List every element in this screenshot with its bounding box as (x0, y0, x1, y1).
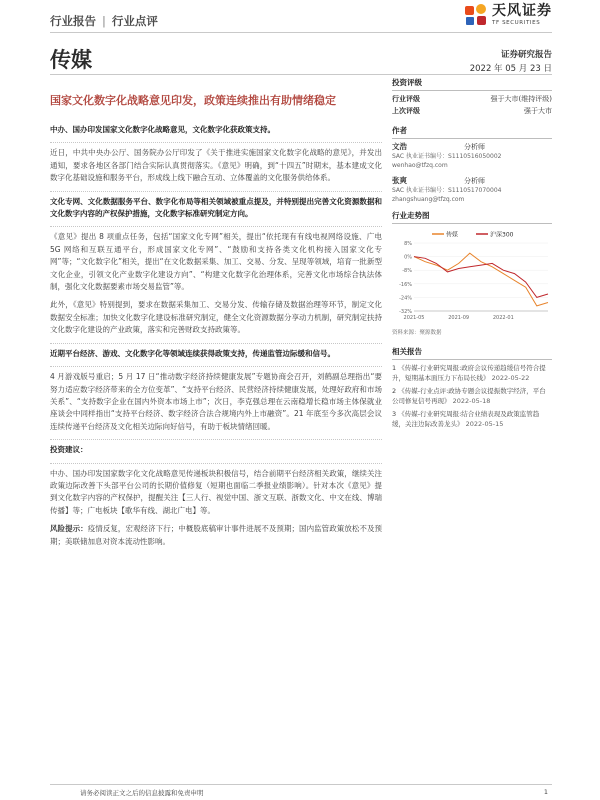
rating-heading: 投资评级 (392, 77, 552, 91)
report-category: 行业报告 (50, 14, 96, 28)
author-name: 文浩 (392, 142, 407, 151)
disclaimer: 请务必阅读正文之后的信息披露和免责申明 (80, 789, 204, 797)
author-entry (392, 176, 552, 205)
author-entry (392, 142, 552, 171)
title-divider (50, 74, 552, 75)
author-cert: SAC 执业证书编号：S1110517070004 (392, 186, 502, 194)
related-date: 2022-05-22 (491, 374, 530, 383)
body-block (50, 343, 382, 360)
section-heading: 中办、国办印发国家文化数字化战略意见，文化数字化获政策支持。 (50, 125, 275, 134)
related-number: 3 (392, 410, 397, 419)
body-block (50, 366, 382, 433)
body-block (50, 191, 382, 221)
body-block (50, 226, 382, 293)
paragraph: 中办、国办印发国家数字化文化战略意见传递板块积极信号，结合前期平台经济相关政策，继续关注政策边际改善下头部平台公司的长期价值修复（短期也面临二季报业绩影响）。针对本次《意见》提到文化数字内容的产权保护，提醒关注【三人行、视觉中国、浙文互联、浙数文化、中文在线、博瑞传播】等；广电板块【歌华有线、湖北广电】等。 (50, 468, 382, 515)
paragraph-lead: 风险提示： (50, 524, 88, 534)
legend-label: 沪深300 (490, 231, 514, 239)
breadcrumb-separator: | (102, 14, 106, 28)
author-email[interactable]: wenhao@tfzq.com (392, 162, 448, 170)
paragraph: 近日，中共中央办公厅、国务院办公厅印发了《关于推进实施国家文化数字化战略的意见》，并发出通知，要求各地区各部门结合实际认真贯彻落实。《意见》明确，到“十四五”时期末，基本建成文化数字化基础设施和服务平台，形成线上线下融合互动、立体覆盖的文化服务供给体系。 (50, 148, 382, 183)
rating-label: 行业评级 (392, 95, 420, 103)
author-role: 分析师 (464, 176, 485, 185)
body-block (50, 124, 382, 136)
page-number: 1 (543, 788, 548, 796)
page-title: 传媒 (50, 48, 92, 72)
report-body (50, 124, 382, 554)
author-role: 分析师 (464, 143, 485, 151)
report-subcategory: 行业点评 (111, 14, 158, 28)
x-tick-label: 2021-09 (448, 315, 470, 322)
logo-name: 天风证券 (492, 3, 552, 19)
y-tick-label: -8% (402, 268, 412, 275)
trend-heading: 行业走势图 (392, 210, 552, 224)
body-block (50, 463, 382, 518)
paragraph (50, 523, 382, 548)
previous-rating-row (392, 106, 552, 118)
section-heading: 投资建议： (50, 445, 88, 455)
related-report[interactable] (392, 386, 552, 406)
breadcrumb (50, 13, 158, 29)
rating-value: 强于大市(维持评级) (490, 95, 552, 103)
trend-chart-svg (392, 229, 552, 324)
body-block (50, 439, 382, 456)
y-tick-label: -32% (399, 309, 412, 316)
paragraph-text: 疫情反复，宏观经济下行；中概股底稿审计事件进展不及预期；国内监管政策放松不及预期；美联储加息对资本流动性影响。 (50, 524, 382, 546)
y-tick-label: -24% (399, 295, 412, 302)
related-reports (392, 363, 552, 429)
authors-list (392, 142, 552, 204)
related-number: 2 (392, 387, 397, 396)
related-heading: 相关报告 (392, 346, 552, 360)
previous-rating-value: 强于大市 (524, 106, 552, 115)
author-cert: SAC 执业证书编号：S1110516050002 (392, 153, 502, 161)
x-tick-label: 2021-05 (403, 315, 425, 322)
author-email[interactable]: zhangshuang@tfzq.com (392, 196, 465, 204)
section-heading: 文化专网、文化数据服务平台、数字化布局等相关领域被重点提及，并特别提出完善文化资源数据和文化数字内容的产权保护措施，文化数字标准研究制定方向。 (50, 196, 382, 219)
authors-heading: 作者 (392, 125, 552, 139)
header (0, 0, 600, 42)
legend-label: 传媒 (446, 231, 459, 239)
related-title: 《传媒-行业研究周报:结合业绩表现及政策监管趋缓，关注边际改善龙头》 (392, 410, 540, 429)
report-date: 2022 年 05 月 23 日 (469, 64, 552, 74)
x-tick-label: 2022-01 (492, 315, 514, 322)
trend-chart (392, 229, 552, 326)
report-type: 证券研究报告 (500, 50, 552, 60)
series-line-0 (414, 253, 548, 306)
footer-divider (50, 784, 552, 785)
previous-rating-label: 上次评级 (392, 106, 420, 115)
body-block (50, 142, 382, 184)
y-tick-label: 0% (404, 254, 412, 261)
report-subtitle: 国家文化数字化战略意见印发，政策连续推出有助情绪稳定 (50, 94, 336, 107)
body-block (50, 523, 382, 548)
paragraph: 4 月游戏版号重启；5 月 17 日“推动数字经济持续健康发展”专题协商会召开，刘鹤副总理指出“要努力适应数字经济带来的全方位变革”、“支持平台经济、民营经济持续健康发展，处理好政府和市场关系”、“支持数字企业在国内外资本市场上市”；次日，李克强总理在云南稳增长稳市场主体保就业座谈会中同样指出“支持平台经济、数字经济合法合规境内外上市融资”。21 年底至今多次高层会议连续传递平台经济及文化相关边际向好信号，有助于板块情绪回暖。 (50, 372, 382, 431)
industry-rating-row (392, 94, 552, 106)
related-number: 1 (392, 364, 397, 373)
logo-icon (465, 4, 487, 26)
author-name: 张爽 (392, 175, 407, 185)
body-block (50, 299, 382, 336)
related-title: 《传媒-行业点评:政协专题会议提振数字经济，平台公司修复信号再现》 (392, 387, 546, 406)
paragraph: 此外，《意见》特别提到，要求在数据采集加工、交易分发、传输存储及数据治理等环节，制定文化数据安全标准；加快文化数字化建设标准研究制定，健全文化资源数据分享动力机制，研究制定扶持文化数字化建设的产业政策，落实和完善财政支持政策等。 (50, 300, 382, 335)
paragraph: 《意见》提出 8 项重点任务，包括“国家文化专网”相关，提出“依托现有有线电视网络设施、广电 5G 网络和互联互通平台，形成国家文化专网”、“鼓励和支持各类文化机构接入国家文化专网”等；“文化数字化”相关，提出“在文化数据采集、加工、交易、分发、呈现等领域，培育一批新型文化企业，引领文化产业数字化建设方向”、“构建文化数字化治理体系，完善文化市场综合执法体制，强化文化数据要素市场交易监管”等。 (50, 232, 382, 292)
logo-sub: TF SECURITIES (492, 20, 541, 26)
y-tick-label: 8% (404, 241, 412, 248)
related-report[interactable] (392, 409, 552, 429)
tf-securities-logo (465, 4, 552, 26)
section-heading: 近期平台经济、游戏、文化数字化等领域连续获得政策支持，传递监管边际缓和信号。 (50, 348, 335, 358)
related-date: 2022-05-18 (452, 397, 491, 406)
related-report[interactable] (392, 363, 552, 383)
related-title: 《传媒-行业研究周报:政府会议传递趋缓信号符合提升，短期基本面压力下布局长线》 (392, 364, 546, 383)
sidebar (392, 77, 552, 432)
y-tick-label: -16% (399, 282, 412, 289)
chart-source: 资料来源：聚源数据 (392, 330, 442, 337)
top-divider (50, 32, 552, 33)
related-date: 2022-05-15 (465, 420, 504, 429)
